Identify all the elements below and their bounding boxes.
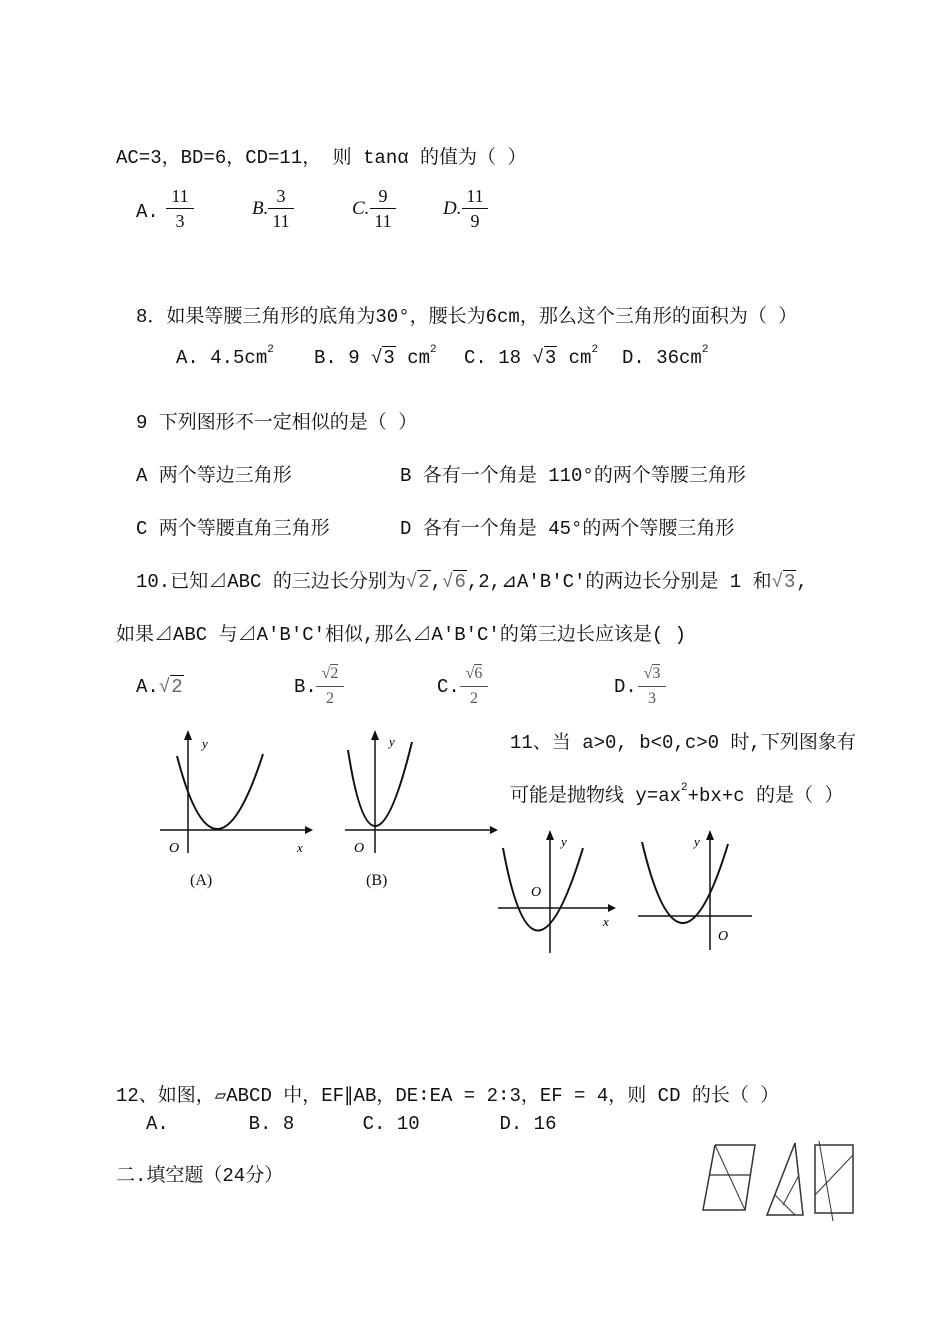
- q7-stem: AC=3，BD=6，CD=11， 则 tanα 的值为（ ）: [116, 147, 527, 169]
- graph-d-parabola: [630, 828, 760, 958]
- q10-option-d-label: D.: [614, 676, 637, 698]
- sqrt-symbol: √3: [771, 571, 796, 593]
- section-2-heading: 二.填空题（24分）: [116, 1165, 284, 1187]
- q7-option-c-label: C.: [352, 198, 370, 219]
- q7-option-d-fraction: 11 9: [462, 185, 488, 232]
- q10-option-b-label: B.: [294, 676, 317, 698]
- q7-option-a-fraction: 11 3: [166, 185, 194, 232]
- q9-option-b: B 各有一个角是 110°的两个等腰三角形: [400, 465, 746, 487]
- graph-c-parabola: [495, 828, 620, 958]
- sqrt-symbol: √3: [532, 347, 557, 369]
- q7-option-c-fraction: 9 11: [370, 185, 396, 232]
- y-axis-label: y: [389, 734, 395, 749]
- graph-a-parabola: [155, 728, 315, 858]
- q10-stem-line2: 如果⊿ABC 与⊿A′B′C′相似,那么⊿A′B′C′的第三边长应该是( ): [116, 624, 687, 646]
- x-axis-label: x: [297, 840, 303, 855]
- origin-label: O: [169, 841, 180, 856]
- q7-option-b-fraction: 3 11: [268, 185, 294, 232]
- q8-stem: 8．如果等腰三角形的底角为30°，腰长为6cm，那么这个三角形的面积为（ ）: [136, 306, 798, 328]
- y-axis-label: y: [561, 834, 567, 849]
- q10-option-c-label: C.: [437, 676, 460, 698]
- q11-stem-line2: 可能是抛物线 $y=ax^2+bx+c$ 的是（ ）: [510, 782, 844, 807]
- q9-option-d: D 各有一个角是 45°的两个等腰三角形: [400, 518, 735, 540]
- q9-option-c: C 两个等腰直角三角形: [136, 518, 330, 540]
- q10-option-c-fraction: √6 2: [460, 663, 488, 710]
- origin-label: O: [718, 929, 729, 944]
- y-axis-label: y: [202, 736, 208, 751]
- origin-label: O: [354, 841, 365, 856]
- graph-b-caption: (B): [366, 872, 388, 889]
- sqrt-symbol: √3: [371, 347, 395, 369]
- q10-option-a: A.√2: [136, 676, 183, 698]
- q9-stem: 9 下列图形不一定相似的是（ ）: [136, 412, 418, 434]
- origin-label: O: [531, 885, 542, 900]
- q8-option-b: B. 9 √3 $cm^2$: [314, 344, 437, 369]
- q7-option-b-label: B.: [252, 198, 269, 219]
- q7-option-a-label: A.: [136, 201, 159, 223]
- q7-option-d-label: D.: [443, 198, 462, 219]
- q9-option-a: A 两个等边三角形: [136, 465, 292, 487]
- q12-stem: 12、如图，▱ABCD 中，EF∥AB，DE∶EA = 2∶3，EF = 4，则 CD 的长（ ）: [116, 1085, 780, 1107]
- sqrt-symbol: √2: [405, 571, 430, 593]
- q10-option-b-fraction: √2 2: [316, 663, 344, 710]
- q8-option-a: A. $4.5cm^2$: [176, 344, 274, 369]
- q11-stem-line1: 11、当 a>0, b<0,c>0 时,下列图象有: [510, 732, 856, 754]
- q8-option-c: C. 18 √3 $cm^2$: [464, 344, 599, 369]
- q12-geometry-figures: [695, 1135, 865, 1227]
- graph-b-parabola: [340, 728, 500, 858]
- graph-a-caption: (A): [190, 872, 213, 889]
- sqrt-symbol: √6: [442, 571, 466, 593]
- x-axis-label: x: [603, 914, 609, 929]
- q12-options: A. B. 8 C. 10 D. 16: [146, 1113, 557, 1135]
- q10-option-d-fraction: √3 3: [638, 663, 666, 710]
- q10-stem-line1: 10.已知⊿ABC 的三边长分别为√2,√6,2,⊿A′B′C′的两边长分别是 1 和√3,: [136, 571, 808, 593]
- q8-option-d: D. $36cm^2$: [622, 344, 709, 369]
- y-axis-label: y: [694, 834, 700, 849]
